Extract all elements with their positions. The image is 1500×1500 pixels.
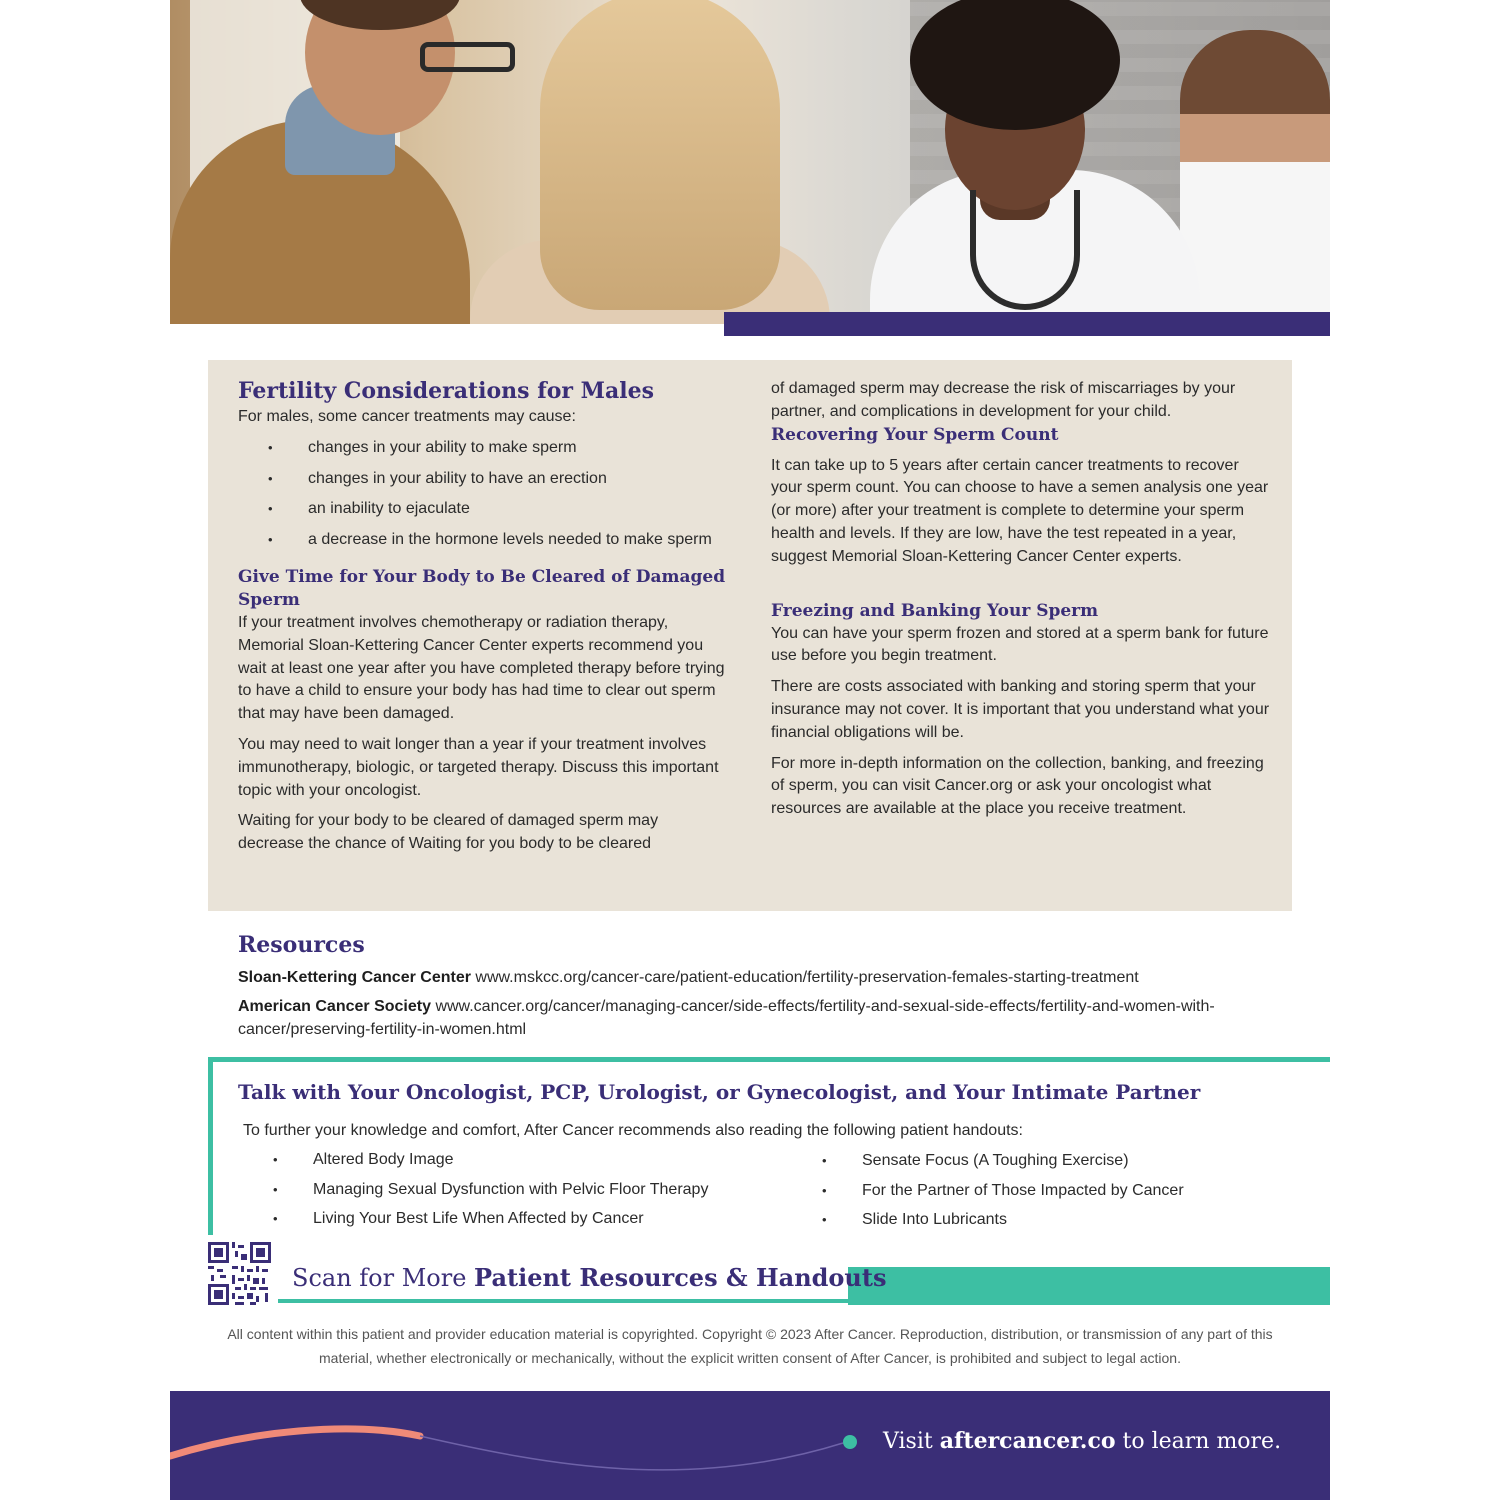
list-item: • a decrease in the hormone levels needed to make sperm	[238, 529, 728, 552]
teal-dot-icon	[843, 1435, 857, 1449]
handout-item: • For the Partner of Those Impacted by Cancer	[822, 1180, 1184, 1202]
list-item: • changes in your ability to have an erection	[238, 468, 728, 491]
resource-item	[238, 995, 1238, 1041]
scan-prefix: Scan for More	[292, 1264, 475, 1292]
footer-pre: Visit	[883, 1429, 940, 1454]
paragraph: You may need to wait longer than a year if your treatment involves immunotherapy, biologic, or targeted therapy. Discuss this important topic with your oncologist.	[238, 735, 719, 799]
resources-section	[238, 930, 1238, 1041]
handout-item: • Managing Sexual Dysfunction with Pelvic Floor Therapy	[273, 1179, 708, 1201]
paragraph: If your treatment involves chemotherapy or radiation therapy, Memorial Sloan-Kettering Cancer Center experts recommend you wait at least one year after you have completed therapy before trying to have a child to ensure your body has had time to clear out sperm that may have been damaged.	[238, 613, 725, 723]
footer-banner	[170, 1391, 1330, 1500]
effects-list	[238, 437, 728, 552]
hero-accent-bar	[724, 312, 1330, 336]
talk-heading: Talk with Your Oncologist, PCP, Urologist, or Gynecologist, and Your Intimate Partner	[238, 1080, 1201, 1104]
list-item: • an inability to ejaculate	[238, 498, 728, 521]
resource-link[interactable]: www.cancer.org/cancer/managing-cancer/side-effects/fertility-and-sexual-side-effects/fertility-and-women-with-cancer/preserving-fertility-in-women.html	[238, 998, 1215, 1038]
scan-bold: Patient Resources & Handouts	[474, 1263, 887, 1292]
resource-item	[238, 966, 1238, 989]
handout-item: • Living Your Best Life When Affected by Cancer	[273, 1208, 708, 1230]
footer-site-link[interactable]: aftercancer.co	[939, 1428, 1116, 1454]
handout-item: • Slide Into Lubricants	[822, 1209, 1184, 1231]
talk-border-left	[208, 1057, 213, 1235]
page-title: Fertility Considerations for Males	[238, 378, 654, 404]
handout-list-left	[273, 1149, 708, 1238]
resource-link[interactable]: www.mskcc.org/cancer-care/patient-education/fertility-preservation-females-starting-treatment	[475, 969, 1139, 986]
handout-item: • Altered Body Image	[273, 1149, 708, 1171]
scan-banner-text	[292, 1261, 886, 1295]
handout-list-right	[822, 1150, 1184, 1239]
talk-border-top	[208, 1057, 1330, 1062]
right-column	[771, 378, 1271, 821]
footer-post: to learn more.	[1115, 1429, 1282, 1454]
scan-accent-bar	[848, 1267, 1330, 1305]
hero-photo	[170, 0, 1330, 324]
resources-heading: Resources	[238, 932, 365, 958]
copyright-notice: All content within this patient and provider education material is copyrighted. Copyright © 2023 After Cancer. Reproduction, distribution, or transmission of any part of this material, whether electronically or mechanically, without the explicit written consent of After Cancer, is prohibited and subject to legal action.	[227, 1326, 1273, 1366]
scan-underline	[278, 1299, 848, 1303]
footer-cta	[883, 1425, 1281, 1458]
paragraph: For more in-depth information on the collection, banking, and freezing of sperm, you can visit Cancer.org or ask your oncologist what resources are available at the place you receive treatment.	[771, 754, 1264, 818]
handout-item: • Sensate Focus (A Toughing Exercise)	[822, 1150, 1184, 1172]
paragraph: It can take up to 5 years after certain cancer treatments to recover your sperm count. You can choose to have a semen analysis one year (or more) after your treatment is complete to determine your sperm health and levels. If they are low, have the test repeated in a year, suggest Memorial Sloan-Kettering Cancer Center experts.	[771, 456, 1269, 565]
talk-intro: To further your knowledge and comfort, After Cancer recommends also reading the following patient handouts:	[243, 1122, 1023, 1139]
paragraph: There are costs associated with banking and storing sperm that your insurance may not cover. It is important that you understand what your financial obligations will be.	[771, 678, 1270, 741]
resource-org: Sloan-Kettering Cancer Center	[238, 969, 471, 986]
section-heading: Give Time for Your Body to Be Cleared of Damaged Sperm	[238, 566, 726, 610]
section-heading: Recovering Your Sperm Count	[771, 424, 1059, 445]
left-column	[238, 376, 728, 856]
paragraph: of damaged sperm may decrease the risk of miscarriages by your partner, and complications in development for your child.	[771, 380, 1236, 420]
paragraph: Waiting for your body to be cleared of damaged sperm may decrease the chance of Waiting for you body to be cleared	[238, 812, 659, 853]
list-item: • changes in your ability to make sperm	[238, 437, 728, 460]
paragraph: You can have your sperm frozen and stored at a sperm bank for future use before you begin treatment.	[771, 624, 1269, 665]
intro-text: For males, some cancer treatments may cause:	[238, 408, 576, 425]
qr-code-icon[interactable]	[208, 1242, 271, 1305]
section-heading: Freezing and Banking Your Sperm	[771, 600, 1099, 621]
resource-org: American Cancer Society	[238, 998, 431, 1015]
